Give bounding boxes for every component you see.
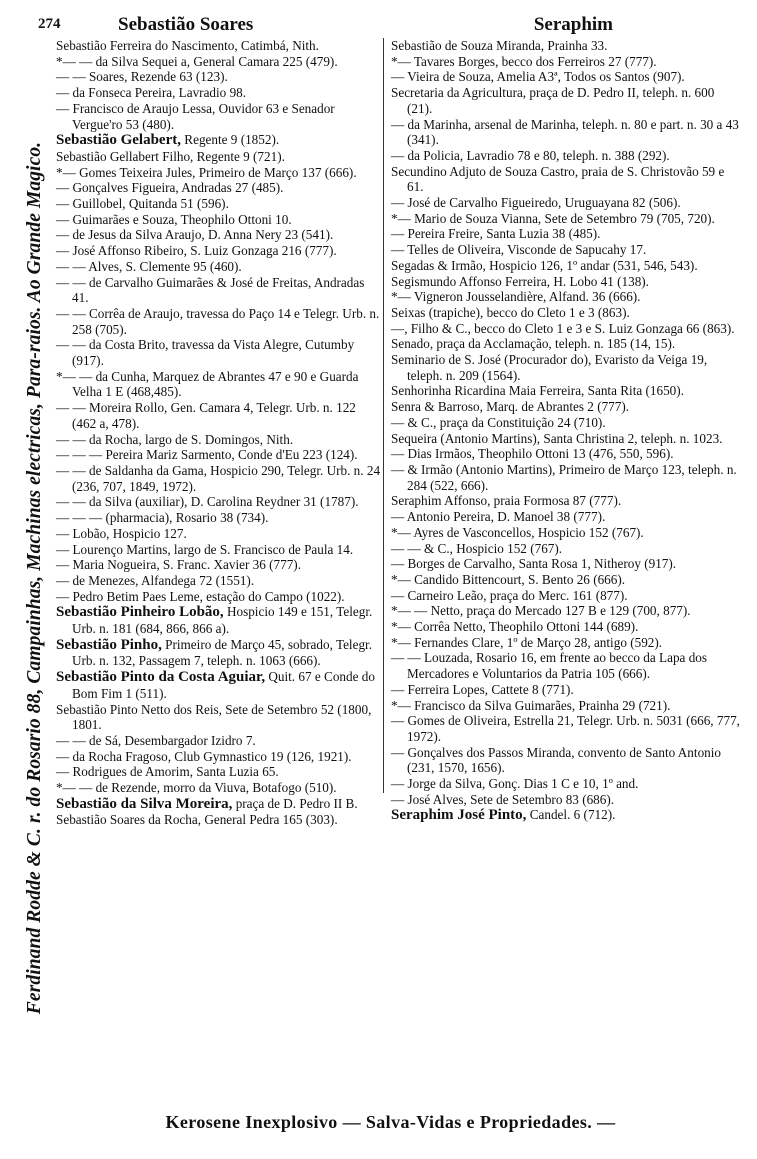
directory-entry: — — Alves, S. Clemente 95 (460). (56, 258, 242, 274)
directory-entry: — Guimarães e Souza, Theophilo Ottoni 10. (56, 211, 292, 227)
directory-entry: — — — Pereira Mariz Sarmento, Conde d'Eu 223 (124). (56, 447, 358, 463)
directory-entry: *— — da Cunha, Marquez de Abrantes 47 e 90 e Guarda Velha 1 E (468,485). (56, 368, 359, 400)
directory-entry: — Lourenço Martins, largo de S. Francisco de Paula 14. (56, 541, 354, 557)
directory-entry: — Jorge da Silva, Gonç. Dias 1 C e 10, 1º and. (391, 776, 639, 792)
directory-entry: *— Corrêa Netto, Theophilo Ottoni 144 (689). (391, 619, 639, 635)
entry-detail: Hospicio 149 e 151, Telegr. Urb. n. 181 (684, 866, 866 a). (72, 604, 373, 637)
directory-entry: — — Moreira Rollo, Gen. Camara 4, Telegr. Urb. n. 122 (462 a, 478). (56, 400, 356, 431)
directory-entry: — Telles de Oliveira, Visconde de Sapucahy 17. (391, 242, 647, 258)
directory-entry: — — da Costa Brito, travessa da Vista Alegre, Cutumby (917). (56, 337, 355, 369)
directory-entry: — Pereira Freire, Santa Luzia 38 (485). (391, 226, 601, 242)
directory-entry (56, 637, 382, 669)
left-column (56, 38, 382, 828)
directory-entry: — — Corrêa de Araujo, travessa do Paço 14 e Telegr. Urb. n. 258 (705). (56, 305, 380, 337)
directory-entry: — Vieira de Souza, Amelia A3ª, Todos os Santos (907). (391, 69, 685, 85)
directory-entry: Sebastião de Souza Miranda, Prainha 33. (391, 38, 608, 53)
directory-entry: *— Francisco da Silva Guimarães, Prainha 29 (721). (391, 697, 671, 713)
directory-entry: Sequeira (Antonio Martins), Santa Christina 2, teleph. n. 1023. (391, 430, 723, 446)
directory-entry: — da Policia, Lavradio 78 e 80, teleph. n. 388 (292). (391, 147, 670, 163)
directory-entry: — — — (pharmacia), Rosario 38 (734). (56, 510, 269, 526)
entry-name-bold: Sebastião Pinho, (56, 636, 162, 653)
directory-entry: — Pedro Betim Paes Leme, estação do Campo (1022). (56, 588, 345, 604)
directory-entry: Sebastião Gellabert Filho, Regente 9 (721). (56, 148, 285, 164)
entry-detail: Regente 9 (1852). (181, 132, 280, 148)
directory-entry: — Gonçalves dos Passos Miranda, convento de Santo Antonio (231, 1570, 1656). (391, 744, 722, 776)
page-number: 274 (38, 16, 61, 32)
directory-entry: Secundino Adjuto de Souza Castro, praia de S. Christovão 59 e 61. (391, 163, 725, 195)
directory-entry: Senhorinha Ricardina Maia Ferreira, Santa Rita (1650). (391, 383, 684, 399)
entry-name-bold: Sebastião Pinto da Costa Aguiar, (56, 669, 266, 686)
column-divider (383, 38, 384, 793)
directory-entry (56, 604, 382, 636)
directory-entry: Senado, praça da Acclamação, teleph. n. 185 (14, 15). (391, 336, 676, 352)
directory-entry: *— Ayres de Vasconcellos, Hospicio 152 (767). (391, 524, 644, 540)
directory-entry: — José de Carvalho Figueiredo, Uruguayana 82 (506). (391, 195, 681, 211)
entry-name-bold: Seraphim José Pinto, (391, 807, 527, 824)
header-left-title: Sebastião Soares (118, 14, 254, 35)
directory-entry: — de Jesus da Silva Araujo, D. Anna Nery 23 (541). (56, 227, 334, 243)
directory-entry (391, 807, 741, 824)
directory-entry (56, 669, 382, 701)
directory-entry: — Carneiro Leão, praça do Merc. 161 (877). (391, 587, 628, 603)
side-advertisement: Ferdinand Rodde & C. r. do Rosario 88, Campainhas, Machinas electricas, Para-raios. Ao Grande Magico. (24, 141, 45, 1015)
directory-entry: Senra & Barroso, Marq. de Abrantes 2 (777). (391, 399, 630, 415)
directory-entry: —, Filho & C., becco do Cleto 1 e 3 e S. Luiz Gonzaga 66 (863). (391, 320, 735, 336)
directory-entry: — da Fonseca Pereira, Lavradio 98. (56, 85, 247, 101)
directory-entry: — Gonçalves Figueira, Andradas 27 (485). (56, 180, 284, 196)
directory-entry: — — da Silva (auxiliar), D. Carolina Reydner 31 (1787). (56, 494, 359, 510)
directory-entry: — Rodrigues de Amorim, Santa Luzia 65. (56, 764, 279, 780)
entry-name-bold: Sebastião Gelabert, (56, 132, 181, 149)
directory-entry: Secretaria da Agricultura, praça de D. Pedro II, teleph. n. 600 (21). (391, 85, 715, 116)
page-header (38, 14, 743, 38)
directory-entry: — Gomes de Oliveira, Estrella 21, Telegr. Urb. n. 5031 (666, 777, 1972). (391, 713, 740, 744)
footer-advertisement: Kerosene Inexplosivo — Salva-Vidas e Propriedades. — (165, 1112, 616, 1132)
directory-entry (56, 796, 382, 813)
directory-entry: — — da Rocha, largo de S. Domingos, Nith. (56, 431, 294, 447)
directory-entry: Segadas & Irmão, Hospicio 126, 1º andar (531, 546, 543). (391, 257, 698, 273)
directory-entry: — Antonio Pereira, D. Manoel 38 (777). (391, 509, 606, 525)
directory-entry: — — Louzada, Rosario 16, em frente ao becco da Lapa dos Mercadores e Voluntarios da Patria 105 (666). (391, 650, 708, 682)
directory-entry: — — & C., Hospicio 152 (767). (391, 540, 563, 556)
directory-entry: — — de Saldanha da Gama, Hospicio 290, Telegr. Urb. n. 24 (236, 707, 1849, 1972). (56, 462, 381, 494)
header-right-title: Seraphim (533, 14, 613, 35)
directory-entry: — da Rocha Fragoso, Club Gymnastico 19 (126, 1921). (56, 748, 352, 764)
directory-entry: — Ferreira Lopes, Cattete 8 (771). (391, 681, 574, 697)
directory-entry: — Borges de Carvalho, Santa Rosa 1, Nitheroy (917). (391, 556, 677, 572)
directory-entry: *— Mario de Souza Vianna, Sete de Setembro 79 (705, 720). (391, 210, 715, 226)
directory-entry: *— Tavares Borges, becco dos Ferreiros 27 (777). (391, 53, 657, 69)
directory-entry: — Dias Irmãos, Theophilo Ottoni 13 (476, 550, 596). (391, 446, 674, 462)
directory-entry: — Lobão, Hospicio 127. (56, 525, 187, 541)
directory-entry: *— Fernandes Clare, 1º de Março 28, antigo (592). (391, 634, 663, 650)
directory-entry: — & C., praça da Constituição 24 (710). (391, 414, 606, 430)
directory-entry: — de Menezes, Alfandega 72 (1551). (56, 572, 255, 588)
directory-entry: — & Irmão (Antonio Martins), Primeiro de Março 123, teleph. n. 284 (522, 666). (391, 461, 737, 493)
entry-name-bold: Sebastião Pinheiro Lobão, (56, 604, 224, 621)
entry-detail: Candel. 6 (712). (526, 807, 616, 823)
directory-entry: Seminario de S. José (Procurador do), Evaristo da Veiga 19, teleph. n. 209 (1564). (391, 352, 708, 383)
directory-entry: *— Candido Bittencourt, S. Bento 26 (666). (391, 571, 626, 587)
entry-detail: praça de D. Pedro II B. (232, 795, 358, 811)
entry-detail: Primeiro de Março 45, sobrado, Telegr. Urb. n. 132, Passagem 7, teleph. n. 1063 (666). (72, 636, 373, 669)
directory-entry: — José Affonso Ribeiro, S. Luiz Gonzaga 216 (777). (56, 243, 337, 259)
directory-entry: — da Marinha, arsenal de Marinha, teleph. n. 80 e part. n. 30 a 43 (341). (391, 116, 739, 148)
directory-entry: *— — de Rezende, morro da Viuva, Botafogo (510). (56, 780, 337, 796)
directory-entry: — Francisco de Araujo Lessa, Ouvidor 63 e Senador Vergue'ro 53 (480). (56, 100, 335, 132)
directory-entry: *— Vigneron Jousselandière, Alfand. 36 (666). (391, 289, 641, 305)
directory-entry: — — Soares, Rezende 63 (123). (56, 69, 228, 85)
directory-entry: Sebastião Pinto Netto dos Reis, Sete de Setembro 52 (1800, 1801. (56, 701, 372, 733)
directory-entry (56, 132, 382, 149)
directory-entry: — — de Carvalho Guimarães & José de Freitas, Andradas 41. (56, 274, 365, 306)
directory-entry: — Guillobel, Quitanda 51 (596). (56, 196, 229, 212)
directory-entry: — — de Sá, Desembargador Izidro 7. (56, 732, 256, 748)
entry-name-bold: Sebastião da Silva Moreira, (56, 795, 233, 812)
directory-entry: *— Gomes Teixeira Jules, Primeiro de Março 137 (666). (56, 164, 357, 180)
directory-entry: Seixas (trapiche), becco do Cleto 1 e 3 (863). (391, 304, 630, 320)
directory-entry: Sebastião Soares da Rocha, General Pedra 165 (303). (56, 812, 338, 828)
directory-entry: Seraphim Affonso, praia Formosa 87 (777). (391, 493, 622, 509)
directory-entry: *— — Netto, praça do Mercado 127 B e 129 (700, 877). (391, 603, 691, 619)
directory-entry: — Maria Nogueira, S. Franc. Xavier 36 (777). (56, 557, 301, 573)
directory-entry: Sebastião Ferreira do Nascimento, Catimbá, Nith. (56, 38, 319, 53)
right-column (389, 38, 741, 824)
directory-entry: — José Alves, Sete de Setembro 83 (686). (391, 791, 615, 807)
entry-detail: Quit. 67 e Conde do Bom Fim 1 (511). (72, 669, 375, 701)
directory-entry: Segismundo Affonso Ferreira, H. Lobo 41 (138). (391, 273, 649, 289)
directory-entry: *— — da Silva Sequei a, General Camara 225 (479). (56, 53, 338, 69)
